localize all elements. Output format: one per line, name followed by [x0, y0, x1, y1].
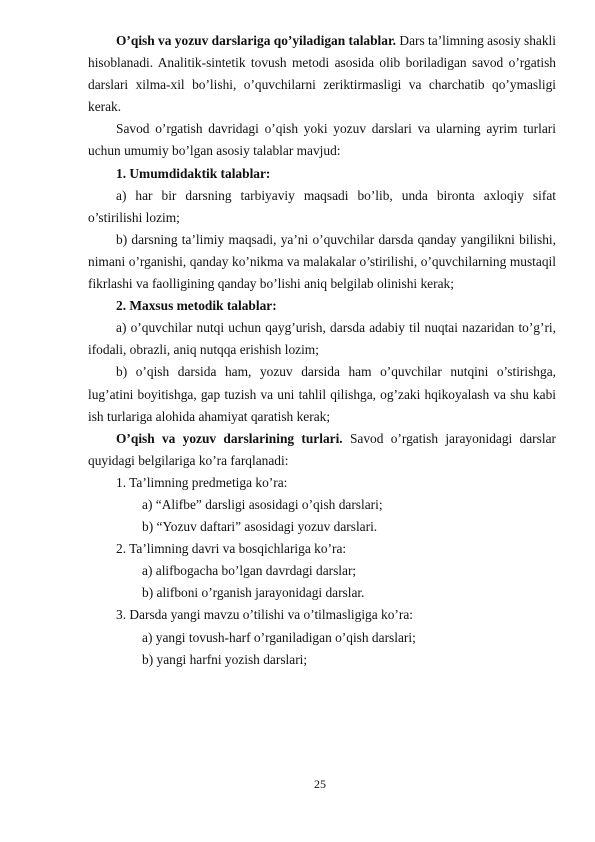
section-1-item-a: a) har bir darsning tarbiyaviy maqsadi bo’lib, unda bironta axloqiy sifat o’stirilishi lozim; — [88, 187, 556, 225]
list-item: a) yangi tovush-harf o’rganiladigan o’qish darslari; — [142, 629, 416, 645]
lesson-types-heading: O’qish va yozuv darslarining turlari. — [116, 430, 343, 446]
intro-heading: O’qish va yozuv darslariga qo’yiladigan talablar. — [116, 33, 397, 48]
list-item: a) “Alifbe” darsligi asosidagi o’qish darslari; — [142, 496, 383, 512]
section-2-title: 2. Maxsus metodik talablar: — [116, 298, 277, 314]
list-title-3: 3. Darsda yangi mavzu o’tilishi va o’tilmasligiga ko’ra: — [116, 607, 414, 623]
section-2-item-a: a) o’quvchilar nutqi uchun qayg’urish, darsda adabiy til nuqtai nazaridan to’g’ri, ifodali, obrazli, aniq nutqqa erishish lozim; — [88, 320, 556, 358]
intro-paragraph — [88, 30, 556, 118]
lesson-types-paragraph — [88, 428, 556, 472]
list-item: b) “Yozuv daftari” asosidagi yozuv darslari. — [142, 519, 378, 535]
list-title-2: 2. Ta’limning davri va bosqichlariga ko’ra: — [116, 541, 347, 557]
intro-text: Dars ta’limning asosiy shakli hisoblanadi. Analitik-sintetik tovush metodi asosida olib boriladigan savod o’rgatish darslari xilma-xil bo’lishi, o’quvchilarni zeriktirmasligi va charchatib qo’ymasligi kerak. — [88, 33, 556, 115]
section-1-title: 1. Umumdidaktik talablar: — [116, 165, 271, 181]
section-2-item-b: b) o’qish darsida ham, yozuv darsida ham o’quvchilar nutqini o’stirishga, lug’atini boyitishga, gap tuzish va uni tahlil qilishga, og’zaki hqikoyalash va shu kabi ish turlariga alohida ahamiyat qaratish kerak; — [88, 364, 556, 424]
list-item: b) alifboni o’rganish jarayonidagi darslar. — [142, 585, 365, 601]
list-item: b) yangi harfni yozish darslari; — [142, 651, 308, 667]
document-page — [88, 30, 556, 671]
lesson-types-text: Savod o’rgatish jarayonidagi darslar quyidagi belgilariga ko’ra farqlanadi: — [88, 430, 556, 468]
list-item: a) alifbogacha bo’lgan davrdagi darslar; — [142, 563, 357, 579]
page-number: 25 — [314, 777, 326, 791]
list-title-1: 1. Ta’limning predmetiga ko’ra: — [116, 474, 288, 490]
section-1-item-b: b) darsning ta’limiy maqsadi, ya’ni o’quvchilar darsda qanday yangilikni bilishi, nimani o’rganishi, qanday ko’nikma va malakalar o’stirilishi, o’quvchilarning mustaqil fikrlashi va faolligining qanday bo’lishi aniq belgilab olinishi kerak; — [88, 231, 556, 292]
requirements-paragraph: Savod o’rgatish davridagi o’qish yoki yozuv darslari va ularning ayrim turlari uchun umumiy bo’lgan asosiy talablar mavjud: — [88, 121, 556, 159]
